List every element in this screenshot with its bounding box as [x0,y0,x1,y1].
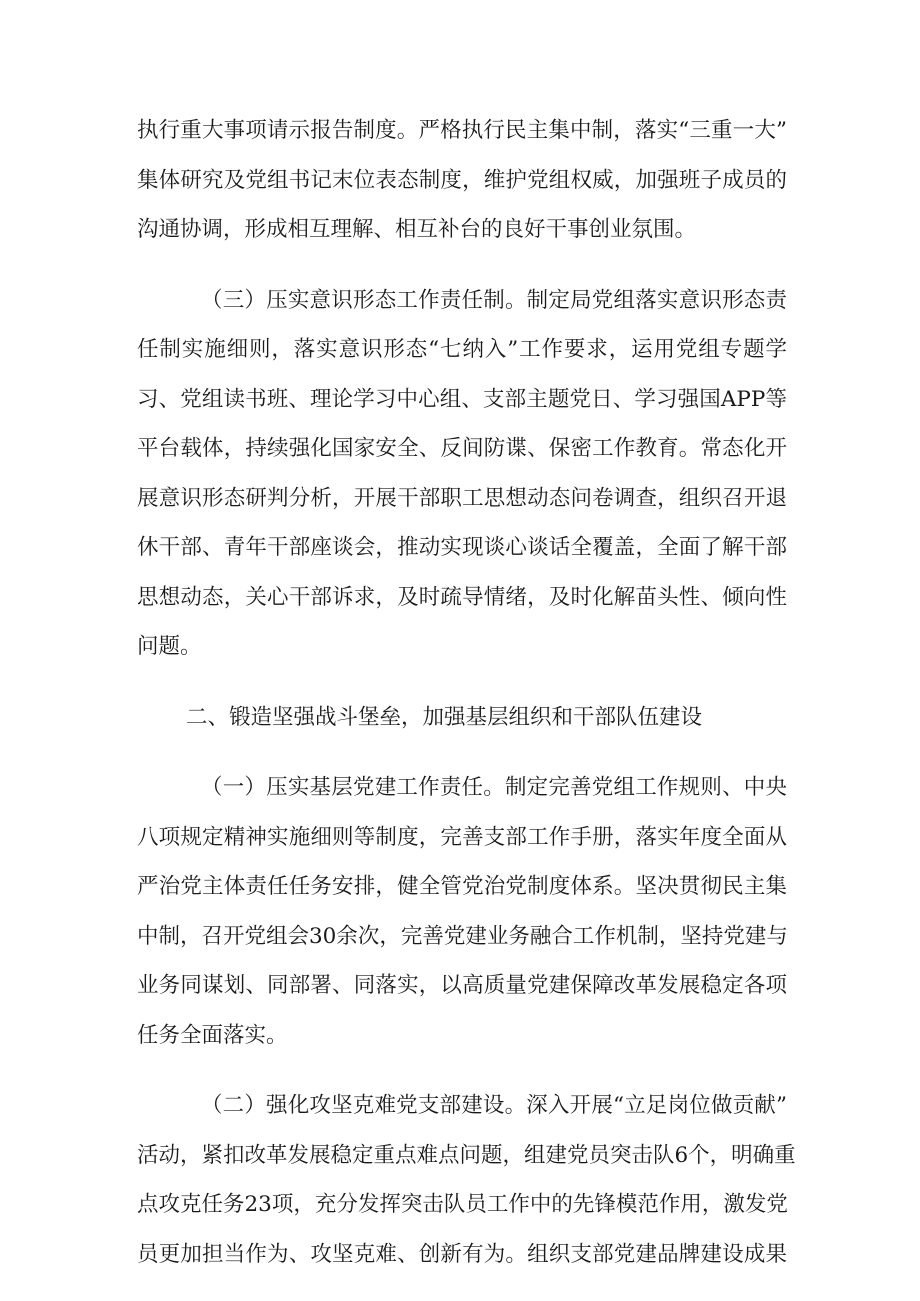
paragraph-p5 [137,1081,796,1279]
text-line: 点攻克任务23项，充分发挥突击队员工作中的先锋模范作用，激发党 [137,1192,788,1217]
section-heading [137,693,787,743]
text-line: （二）强化攻坚克难党支部建设。深入开展“立足岗位做贡献” [201,1093,787,1118]
text-line: 严治党主体责任任务安排，健全管党治党制度体系。坚决贯彻民主集 [137,874,787,899]
text-line: 平台载体，持续强化国家安全、反间防谍、保密工作教育。常态化开 [137,436,787,461]
text-line: 员更加担当作为、攻坚克难、创新有为。组织支部党建品牌建设成果 [137,1241,787,1267]
text-line: 集体研究及党组书记末位表态制度，维护党组权威，加强班子成员的 [137,167,787,193]
text-line: 问题。 [137,634,202,659]
text-line: （三）压实意识形态工作责任制。制定局党组落实意识形态责 [201,287,787,313]
text-line: 展意识形态研判分析，开展干部职工思想动态问卷调查，组织召开退 [137,485,787,511]
text-line: 沟通协调，形成相互理解、相互补台的良好干事创业氛围。 [137,217,697,242]
text-line: 中制，召开党组会30余次，完善党建业务融合工作机制，坚持党建与 [137,923,788,949]
text-line: 思想动态，关心干部诉求，及时疏导情绪，及时化解苗头性、倾向性 [137,584,787,610]
text-line: 习、党组读书班、理论学习中心组、支部主题党日、学习强国APP等 [137,386,787,412]
text-line: 业务同谋划、同部署、同落实，以高质量党建保障改革发展稳定各项 [137,973,787,998]
paragraph-p2 [137,276,787,672]
text-line: （一）压实基层党建工作责任。制定完善党组工作规则、中央 [201,775,787,800]
text-line: 八项规定精神实施细则等制度，完善支部工作手册，落实年度全面从 [137,824,787,850]
text-line: 任制实施细则，落实意识形态“七纳入”工作要求，运用党组专题学 [137,337,787,362]
text-line: 执行重大事项请示报告制度。严格执行民主集中制，落实“三重一大” [137,118,787,143]
paragraph-p1 [137,106,787,255]
text-line: 活动，紧扣改革发展稳定重点难点问题，组建党员突击队6个，明确重 [137,1142,796,1168]
heading-text: 二、锻造坚强战斗堡垒，加强基层组织和干部队伍建设 [186,704,703,730]
text-line: 任务全面落实。 [137,1022,288,1048]
document-body [137,106,796,1300]
paragraph-p4 [137,763,787,1060]
text-line: 休干部、青年干部座谈会，推动实现谈心谈话全覆盖，全面了解干部 [137,535,787,560]
